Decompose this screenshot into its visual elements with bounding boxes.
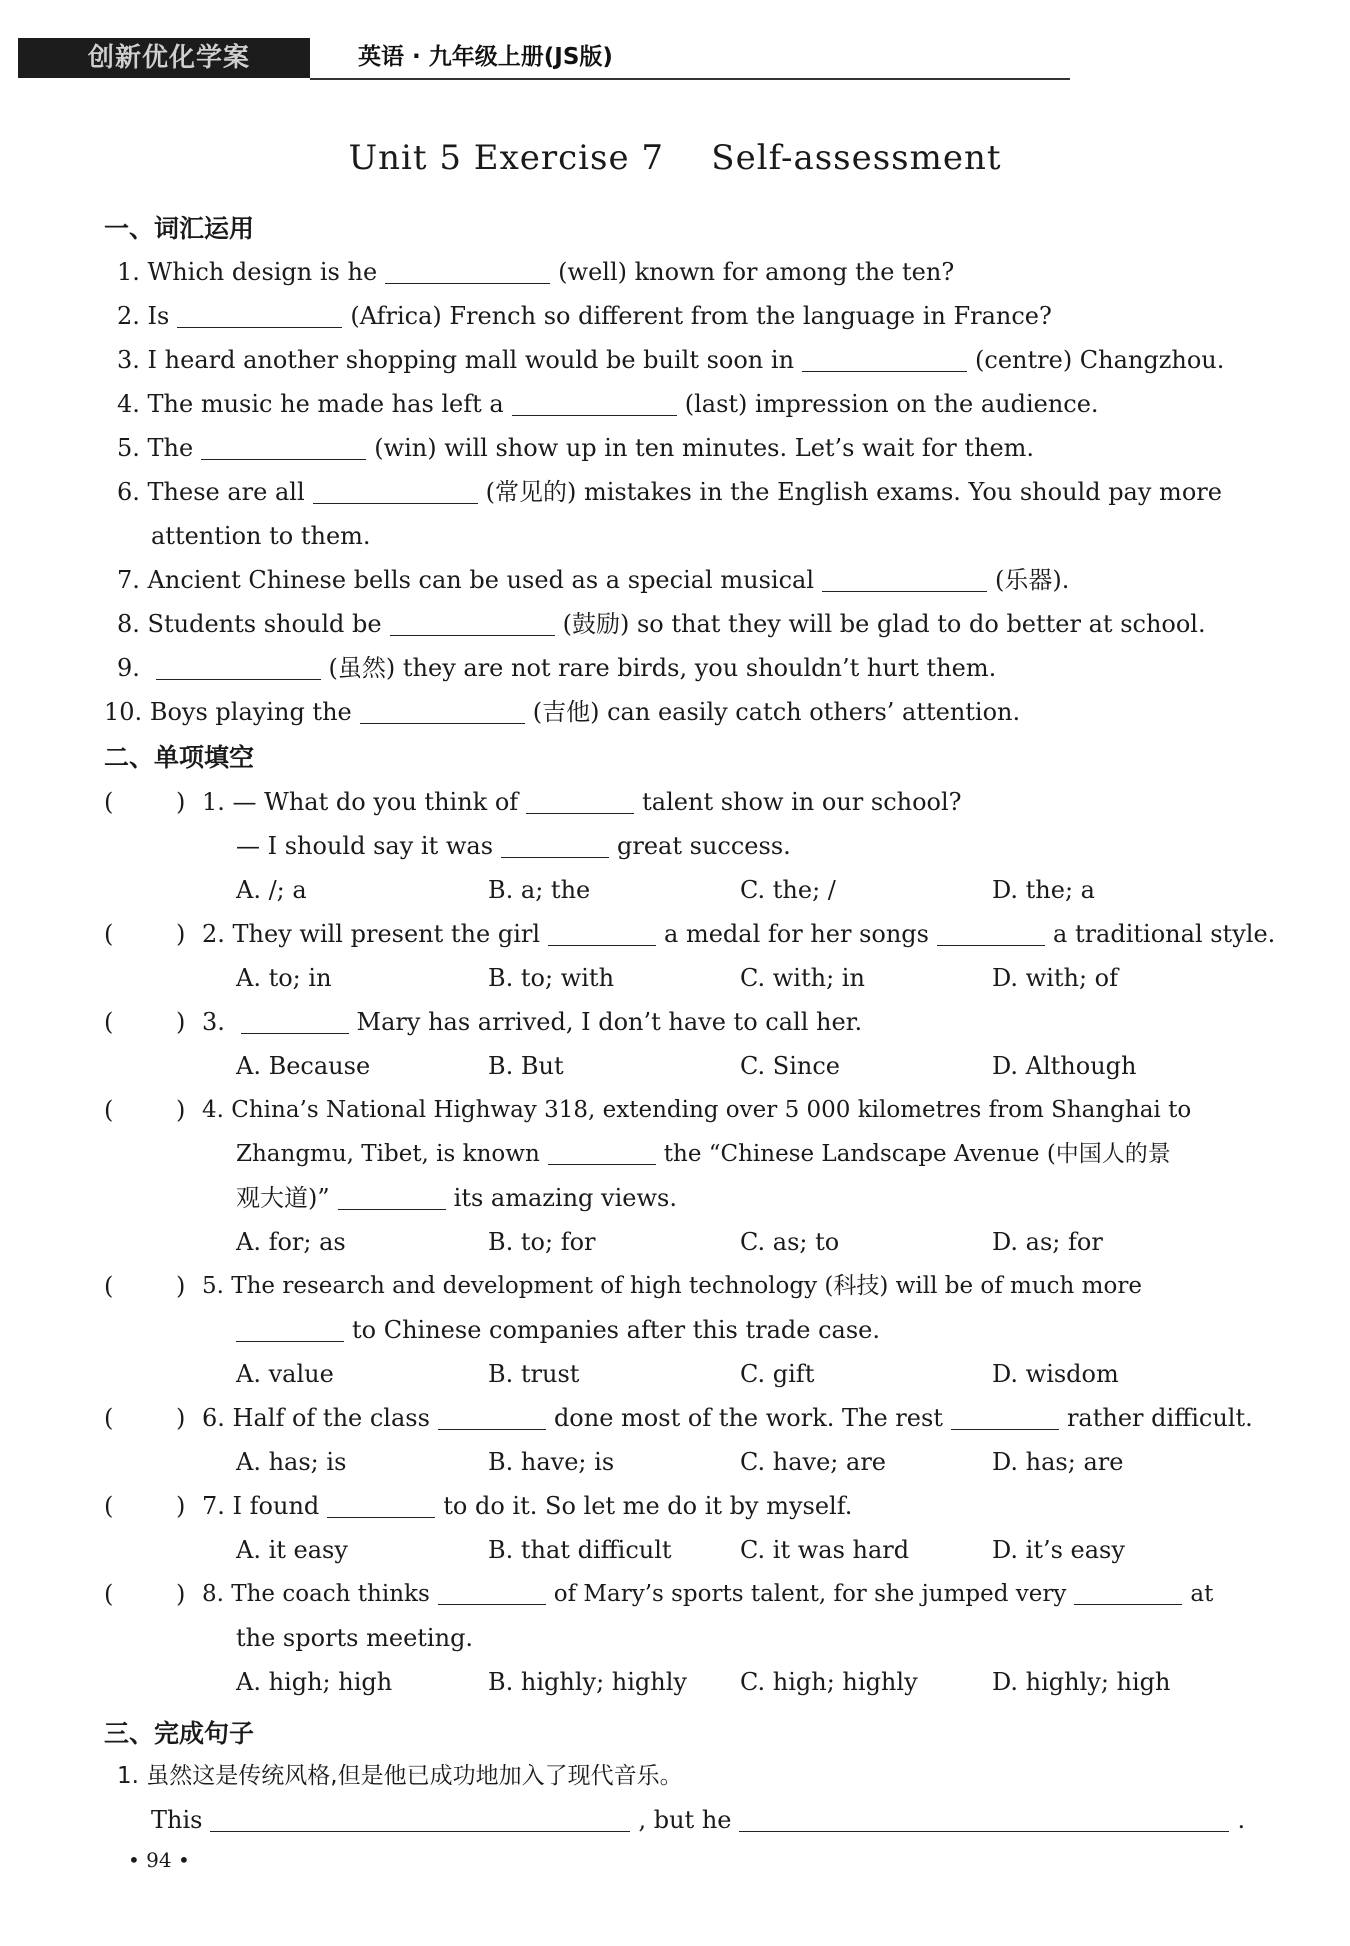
item-text: The coach thinks — [231, 1581, 430, 1607]
option-d[interactable]: D. the; a — [992, 876, 1095, 904]
item-text: attention to them. — [151, 522, 371, 550]
option-b[interactable]: B. highly; highly — [488, 1668, 687, 1696]
vocab-item-5 — [117, 432, 1034, 464]
answer-paren-right: ) — [176, 1404, 186, 1432]
item-text: the sports meeting. — [236, 1624, 474, 1652]
page-number: • 94 • — [128, 1848, 190, 1872]
answer-paren-left[interactable]: ( — [104, 1096, 114, 1124]
answer-paren-right: ) — [176, 1580, 186, 1608]
answer-paren-right: ) — [176, 1008, 186, 1036]
item-text: a medal for her songs — [664, 920, 929, 948]
answer-blank[interactable] — [241, 1011, 349, 1034]
item-number: 3. — [117, 346, 140, 374]
page-title: Unit 5 Exercise 7 Self-assessment — [348, 138, 1002, 178]
answer-blank[interactable] — [512, 393, 677, 416]
choice-q1-line2 — [236, 830, 791, 862]
item-number: 7. — [202, 1492, 225, 1520]
vocab-item-8 — [117, 608, 1206, 640]
item-number: 9. — [117, 654, 140, 682]
option-c[interactable]: C. it was hard — [740, 1536, 910, 1564]
option-d[interactable]: D. Although — [992, 1052, 1137, 1080]
answer-paren-left[interactable]: ( — [104, 1580, 114, 1608]
answer-blank[interactable] — [177, 305, 342, 328]
option-a[interactable]: A. /; a — [236, 876, 307, 904]
answer-blank[interactable] — [802, 349, 967, 372]
section-heading-vocab: 一、词汇运用 — [104, 214, 255, 243]
item-text: (虽然) they are not rare birds, you shouldn’t hurt them. — [328, 654, 997, 682]
option-c[interactable]: C. as; to — [740, 1228, 840, 1256]
choice-q4-line1 — [202, 1094, 1191, 1126]
item-text: The — [147, 434, 194, 462]
option-d[interactable]: D. it’s easy — [992, 1536, 1125, 1564]
answer-paren-left[interactable]: ( — [104, 1492, 114, 1520]
item-number: 2. — [202, 920, 225, 948]
item-text: (常见的) mistakes in the English exams. You should pay more — [485, 478, 1222, 506]
item-text: . — [1237, 1806, 1246, 1834]
item-number: 5. — [117, 434, 140, 462]
answer-blank[interactable] — [236, 1319, 344, 1342]
item-number: 1. — [117, 1763, 139, 1789]
item-text: Zhangmu, Tibet, is known — [236, 1141, 540, 1167]
item-text: (win) will show up in ten minutes. Let’s wait for them. — [374, 434, 1035, 462]
answer-paren-right: ) — [176, 788, 186, 816]
page-header — [18, 38, 1058, 80]
choice-q6-line1 — [202, 1402, 1253, 1434]
item-text: Half of the class — [232, 1404, 430, 1432]
answer-blank[interactable] — [438, 1582, 546, 1605]
item-text: — What do you think of — [232, 788, 519, 816]
item-text: rather difficult. — [1066, 1404, 1253, 1432]
item-text: its amazing views. — [453, 1184, 677, 1212]
item-text: I heard another shopping mall would be built soon in — [147, 346, 795, 374]
choice-q8-line1 — [202, 1578, 1213, 1610]
sentence-q1-prompt — [117, 1760, 683, 1792]
item-text: great success. — [617, 832, 791, 860]
vocab-item-4 — [117, 388, 1099, 420]
vocab-item-10 — [104, 696, 1020, 728]
option-d[interactable]: D. with; of — [992, 964, 1119, 992]
answer-blank[interactable] — [327, 1495, 435, 1518]
item-number: 7. — [117, 566, 140, 594]
item-text: done most of the work. The rest — [553, 1404, 943, 1432]
vocab-item-6-cont — [151, 520, 371, 552]
option-a[interactable]: A. it easy — [236, 1536, 348, 1564]
book-title: 英语 · 九年级上册(JS版) — [358, 44, 613, 70]
item-text: (乐器). — [995, 566, 1070, 594]
answer-blank[interactable] — [438, 1407, 546, 1430]
option-d[interactable]: D. as; for — [992, 1228, 1103, 1256]
item-text: (鼓励) so that they will be glad to do better at school. — [562, 610, 1206, 638]
option-c[interactable]: C. high; highly — [740, 1668, 918, 1696]
item-number: 6. — [117, 478, 140, 506]
option-a[interactable]: A. high; high — [236, 1668, 393, 1696]
item-text: to Chinese companies after this trade case. — [352, 1316, 881, 1344]
item-text: The music he made has left a — [147, 390, 504, 418]
answer-blank[interactable] — [501, 835, 609, 858]
item-text: of Mary’s sports talent, for she jumped very — [553, 1581, 1067, 1607]
item-text: at — [1190, 1581, 1214, 1607]
choice-q3-line1 — [202, 1006, 862, 1038]
answer-paren-left[interactable]: ( — [104, 1272, 114, 1300]
answer-paren-right: ) — [176, 920, 186, 948]
option-c[interactable]: C. gift — [740, 1360, 815, 1388]
vocab-item-9 — [117, 652, 996, 684]
item-text: These are all — [147, 478, 305, 506]
sentence-q1-answer — [151, 1804, 1245, 1836]
option-a[interactable]: A. value — [236, 1360, 334, 1388]
answer-blank[interactable] — [210, 1809, 630, 1832]
answer-paren-right: ) — [176, 1272, 186, 1300]
answer-blank[interactable] — [385, 261, 550, 284]
item-number: 1. — [117, 258, 140, 286]
item-text: They will present the girl — [232, 920, 541, 948]
item-text: talent show in our school? — [642, 788, 962, 816]
option-d[interactable]: D. highly; high — [992, 1668, 1171, 1696]
item-number: 4. — [202, 1097, 224, 1123]
item-text: Students should be — [147, 610, 382, 638]
option-b[interactable]: B. a; the — [488, 876, 591, 904]
item-text: Ancient Chinese bells can be used as a special musical — [147, 566, 814, 594]
choice-q2-line1 — [202, 918, 1275, 950]
choice-q4-line3 — [236, 1182, 677, 1214]
answer-paren-right: ) — [176, 1096, 186, 1124]
item-text: Which design is he — [147, 258, 378, 286]
answer-blank[interactable] — [390, 613, 555, 636]
answer-paren-left[interactable]: ( — [104, 788, 114, 816]
item-text: This — [151, 1806, 203, 1834]
item-text: (well) known for among the ten? — [558, 258, 955, 286]
item-number: 8. — [117, 610, 140, 638]
vocab-item-6 — [117, 476, 1222, 508]
answer-paren-right: ) — [176, 1492, 186, 1520]
item-text: a traditional style. — [1053, 920, 1276, 948]
option-b[interactable]: B. to; for — [488, 1228, 596, 1256]
item-text: to do it. So let me do it by myself. — [443, 1492, 853, 1520]
item-number: 1. — [202, 788, 225, 816]
item-text: the “Chinese Landscape Avenue (中国人的景 — [663, 1141, 1171, 1167]
item-text: , but he — [638, 1806, 732, 1834]
item-text: Mary has arrived, I don’t have to call her. — [356, 1008, 863, 1036]
vocab-item-2 — [117, 300, 1052, 332]
item-number: 6. — [202, 1404, 225, 1432]
item-text: (吉他) can easily catch others’ attention. — [532, 698, 1021, 726]
choice-q8-line2 — [236, 1622, 473, 1654]
answer-blank[interactable] — [526, 791, 634, 814]
answer-blank[interactable] — [156, 657, 321, 680]
option-c[interactable]: C. with; in — [740, 964, 865, 992]
item-text: (centre) Changzhou. — [975, 346, 1225, 374]
brand-banner: 创新优化学案 — [18, 38, 310, 78]
option-a[interactable]: A. has; is — [236, 1448, 347, 1476]
answer-paren-left[interactable]: ( — [104, 920, 114, 948]
choice-q4-line2 — [236, 1138, 1171, 1170]
vocab-item-1 — [117, 256, 954, 288]
option-c[interactable]: C. the; / — [740, 876, 836, 904]
item-number: 8. — [202, 1581, 224, 1607]
item-text: 观大道)” — [236, 1184, 330, 1212]
item-text: — I should say it was — [236, 832, 494, 860]
vocab-item-7 — [117, 564, 1069, 596]
answer-paren-left[interactable]: ( — [104, 1404, 114, 1432]
answer-blank[interactable] — [739, 1809, 1229, 1832]
item-number: 10. — [104, 698, 143, 726]
item-text: Is — [147, 302, 170, 330]
answer-blank[interactable] — [822, 569, 987, 592]
answer-blank[interactable] — [338, 1187, 446, 1210]
header-rule — [310, 78, 1070, 80]
item-number: 3. — [202, 1008, 225, 1036]
option-a[interactable]: A. Because — [236, 1052, 371, 1080]
item-text: (last) impression on the audience. — [684, 390, 1099, 418]
item-text: The research and development of high technology (科技) will be of much more — [231, 1273, 1142, 1299]
section-heading-choice: 二、单项填空 — [104, 743, 255, 772]
option-a[interactable]: A. for; as — [236, 1228, 346, 1256]
option-b[interactable]: B. to; with — [488, 964, 615, 992]
option-d[interactable]: D. has; are — [992, 1448, 1124, 1476]
option-b[interactable]: B. that difficult — [488, 1536, 672, 1564]
option-b[interactable]: B. But — [488, 1052, 564, 1080]
option-c[interactable]: C. have; are — [740, 1448, 886, 1476]
choice-q7-line1 — [202, 1490, 852, 1522]
answer-blank[interactable] — [548, 923, 656, 946]
option-b[interactable]: B. trust — [488, 1360, 580, 1388]
choice-q5-line1 — [202, 1270, 1142, 1302]
answer-blank[interactable] — [201, 437, 366, 460]
answer-blank[interactable] — [313, 481, 478, 504]
answer-blank[interactable] — [951, 1407, 1059, 1430]
item-text: 虽然这是传统风格,但是他已成功地加入了现代音乐。 — [146, 1763, 683, 1789]
item-text: China’s National Highway 318, extending over 5 000 kilometres from Shanghai to — [231, 1097, 1192, 1123]
section-heading-sentence: 三、完成句子 — [104, 1719, 255, 1748]
item-number: 4. — [117, 390, 140, 418]
answer-blank[interactable] — [548, 1142, 656, 1165]
option-a[interactable]: A. to; in — [236, 964, 332, 992]
answer-paren-left[interactable]: ( — [104, 1008, 114, 1036]
item-text: Boys playing the — [149, 698, 352, 726]
option-c[interactable]: C. Since — [740, 1052, 840, 1080]
choice-q5-line2 — [228, 1314, 880, 1346]
item-number: 5. — [202, 1273, 224, 1299]
vocab-item-3 — [117, 344, 1224, 376]
option-d[interactable]: D. wisdom — [992, 1360, 1119, 1388]
choice-q1-line1 — [202, 786, 962, 818]
option-b[interactable]: B. have; is — [488, 1448, 615, 1476]
answer-blank[interactable] — [1074, 1582, 1182, 1605]
item-text: (Africa) French so different from the language in France? — [350, 302, 1052, 330]
answer-blank[interactable] — [937, 923, 1045, 946]
item-number: 2. — [117, 302, 140, 330]
answer-blank[interactable] — [360, 701, 525, 724]
item-text: I found — [232, 1492, 320, 1520]
